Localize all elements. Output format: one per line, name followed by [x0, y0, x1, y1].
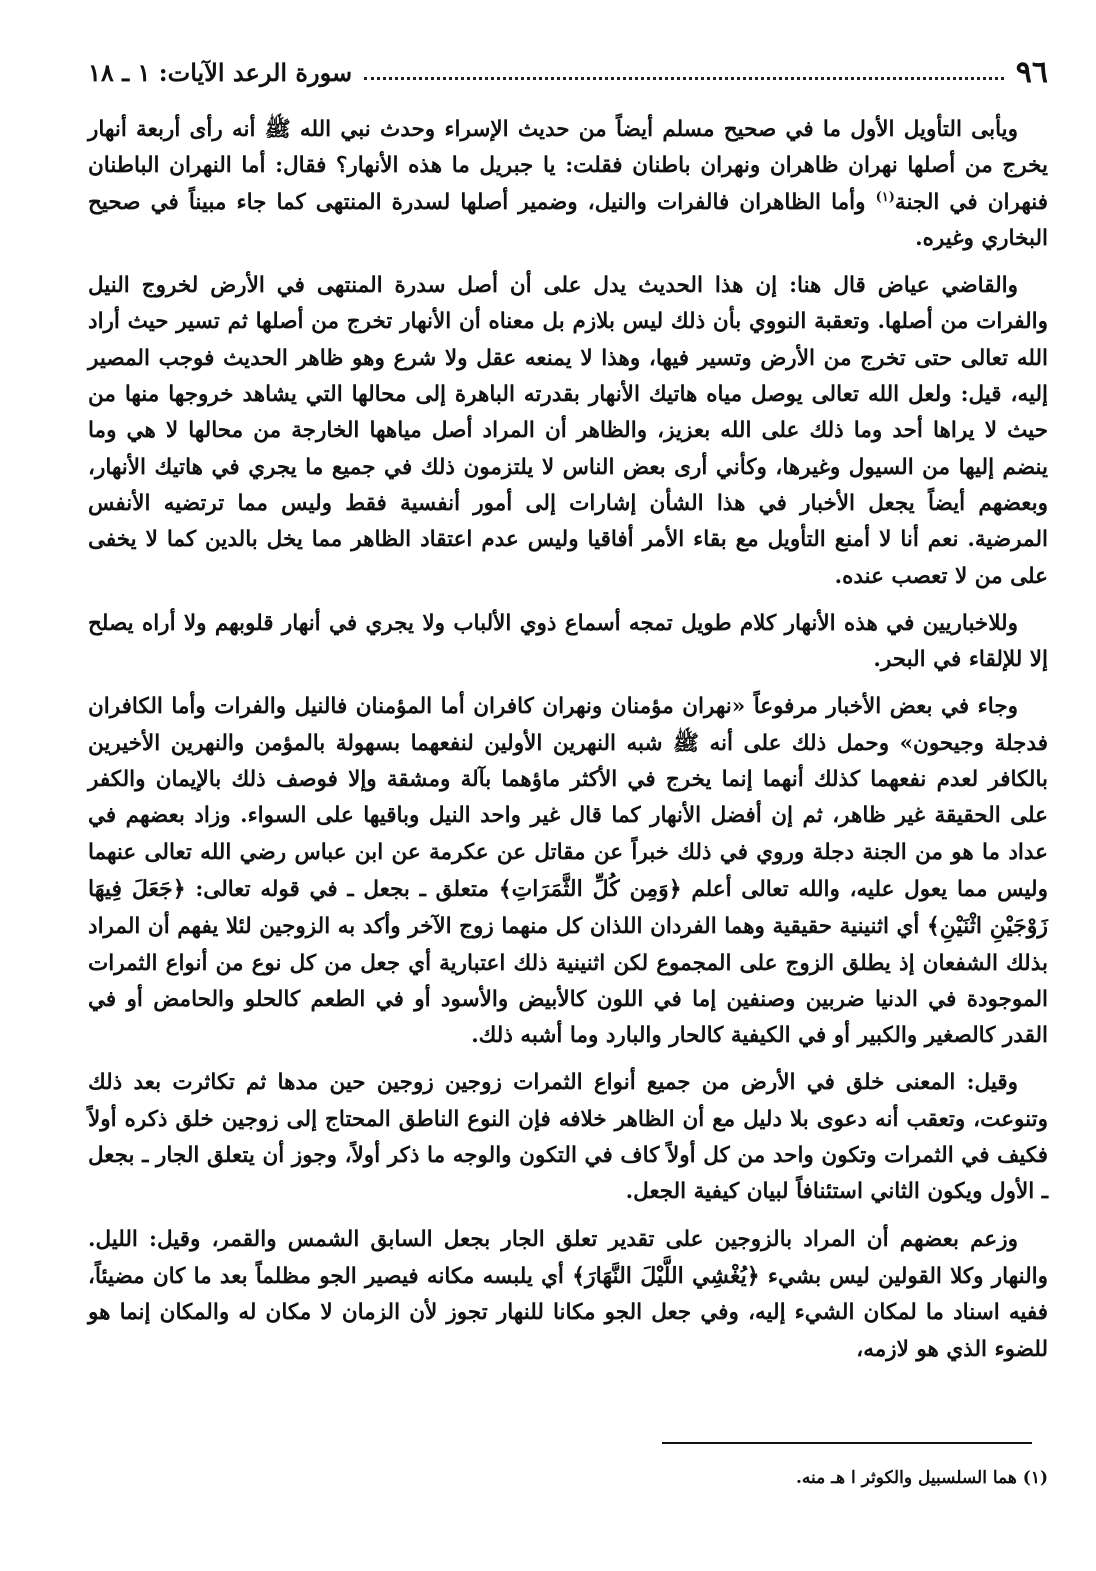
- paragraph-text: وأما الظاهران فالفرات والنيل، وضمير أصلها لسدرة المنتهى كما جاء مبيناً في صحيح البخاري وغيره.: [88, 189, 1048, 251]
- paragraph: [88, 112, 1048, 257]
- footnote-text: هما السلسبيل والكوثر ا هـ منه.: [795, 1468, 1017, 1488]
- main-text: [88, 112, 1048, 1379]
- header-leader-dots: [364, 77, 1004, 80]
- footnote-ref: (١): [875, 189, 895, 205]
- paragraph: [88, 689, 1048, 1054]
- quran-quote: ﴿جَعَلَ فِيهَا زَوْجَيْنِ اثْنَيْنِ﴾: [88, 875, 1048, 940]
- running-title: سورة الرعد الآيات: ١ ـ ١٨: [88, 57, 353, 87]
- paragraph-text: متعلق ـ بجعل ـ في قوله تعالى:: [185, 876, 499, 902]
- paragraph: [88, 1222, 1048, 1368]
- paragraph: وقيل: المعنى خلق في الأرض من جميع أنواع الثمرات زوجين زوجين حين مدها ثم تكاثرت بعد ذلك وتنوعت، وتعقب أنه دعوى بلا دليل مع أن الظاهر خلافه فإن النوع الناطق المحتاج إلى زوجين خلق ذكره أولاً فكيف في الثمرات وتكون واحد من كل أولاً كاف في التكون والوجه ما ذكر أولاً، وجوز أن يتعلق الجار ـ بجعل ـ الأول ويكون الثاني استئنافاً لبيان كيفية الجعل.: [88, 1070, 1048, 1205]
- footnote-number: (١): [1022, 1468, 1048, 1488]
- quran-quote: ﴿وَمِن كُلِّ الثَّمَرَاتِ﴾: [498, 875, 682, 902]
- footnote: [88, 1465, 1048, 1491]
- paragraph: وللاخباريين في هذه الأنهار كلام طويل تمجه أسماع ذوي الألباب ولا يجري في أنهار قلوبهم ولا أراه يصلح إلا للإلقاء في البحر.: [88, 610, 1048, 673]
- paragraph: والقاضي عياض قال هنا: إن هذا الحديث يدل على أن أصل سدرة المنتهى في الأرض لخروج النيل والفرات من أصلها. وتعقبة النووي بأن ذلك ليس بلازم بل معناه أن الأنهار تخرج من أصلها ثم تسير حيث أراد الله تعالى حتى تخرج من الأرض وتسير فيها، وهذا لا يمنعه عقل ولا شرع وهو ظاهر الحديث فوجب المصير إليه، قيل: ولعل الله تعالى يوصل مياه هاتيك الأنهار بقدرته الباهرة إلى محالها التي يشاهد خروجها منها من حيث لا يراها أحد وما ذلك على الله بعزيز، والظاهر أن المراد أصل مياهها الخارجة من محالها لا هي وما ينضم إليها من السيول وغيرها، وكأني أرى بعض الناس لا يلتزمون ذلك في جميع ما يجري في هاتيك الأنهار، وبعضهم أيضاً يجعل الأخبار في هذا الشأن إشارات إلى أمور أنفسية فقط وليس مما ترتضيه الأنفس المرضية. نعم أنا لا أمنع التأويل مع بقاء الأمر أفاقيا وليس عدم اعتقاد الظاهر مما يخل بالدين كما لا يخفى على من لا تعصب عنده.: [88, 273, 1048, 589]
- paragraph-text: أي يلبسه مكانه فيصير الجو مظلماً بعد ما كان مضيئاً، ففيه اسناد ما لمكان الشيء إليه، وفي جعل الجو مكانا للنهار تجوز لأن الزمان لا مكان له والمكان إنما هو للضوء الذي هو لازمه،: [88, 1263, 1048, 1362]
- quran-quote: ﴿يُغْشِي اللَّيْلَ النَّهَارَ﴾: [572, 1262, 760, 1289]
- paragraph-text: وزعم بعضهم أن المراد بالزوجين على تقدير تعلق الجار بجعل السابق الشمس والقمر، وقيل: الليل. والنهار وكلا القولين ليس بشيء: [88, 1226, 1048, 1289]
- paragraph-text: أي اثنينية حقيقية وهما الفردان اللذان كل منهما زوج الآخر وأكد به الزوجين لئلا يفهم أن المراد بذلك الشفعان إذ يطلق الزوج على المجموع لكن اثنينية ذلك اعتبارية أي جعل من كل نوع من أنواع الثمرات الموجودة في الدنيا ضربين وصنفين إما في اللون كالأبيض والأسود أو في الطعم كالحلو والحامض أو في القدر كالصغير والكبير أو في الكيفية كالحار والبارد وما أشبه ذلك.: [88, 914, 1048, 1049]
- footnote-divider: [662, 1442, 1032, 1444]
- paragraph-text: وجاء في بعض الأخبار مرفوعاً «نهران مؤمنان ونهران كافران أما المؤمنان فالنيل والفرات وأما الكافران فدجلة وجيحون» وحمل ذلك على أنه ﷺ شبه النهرين الأولين لنفعهما بسهولة بالمؤمن والنهرين الأخيرين بالكافر لعدم نفعهما كذلك أنهما إنما يخرج في الأكثر ماؤهما بآلة ومشقة وإلا فوصف ذلك بالإيمان والكفر على الحقيقة غير ظاهر، ثم إن أفضل الأنهار كما قال غير واحد النيل وباقيها على السواء. وزاد بعضهم في عداد ما هو من الجنة دجلة وروي في ذلك خبراً عن مقاتل عن عكرمة عن ابن عباس رضي الله تعالى عنهما وليس مما يعول عليه، والله تعالى أعلم: [88, 694, 1048, 902]
- page-number: ٩٦: [1015, 54, 1048, 90]
- paragraph-text: ويأبى التأويل الأول ما في صحيح مسلم أيضاً من حديث الإسراء وحدث نبي الله ﷺ أنه رأى أربعة أنهار يخرج من أصلها نهران ظاهران ونهران باطنان فقلت: يا جبريل ما هذه الأنهار؟ فقال: أما النهران الباطنان فنهران في الجنة: [88, 117, 1048, 215]
- page-header: [88, 48, 1048, 96]
